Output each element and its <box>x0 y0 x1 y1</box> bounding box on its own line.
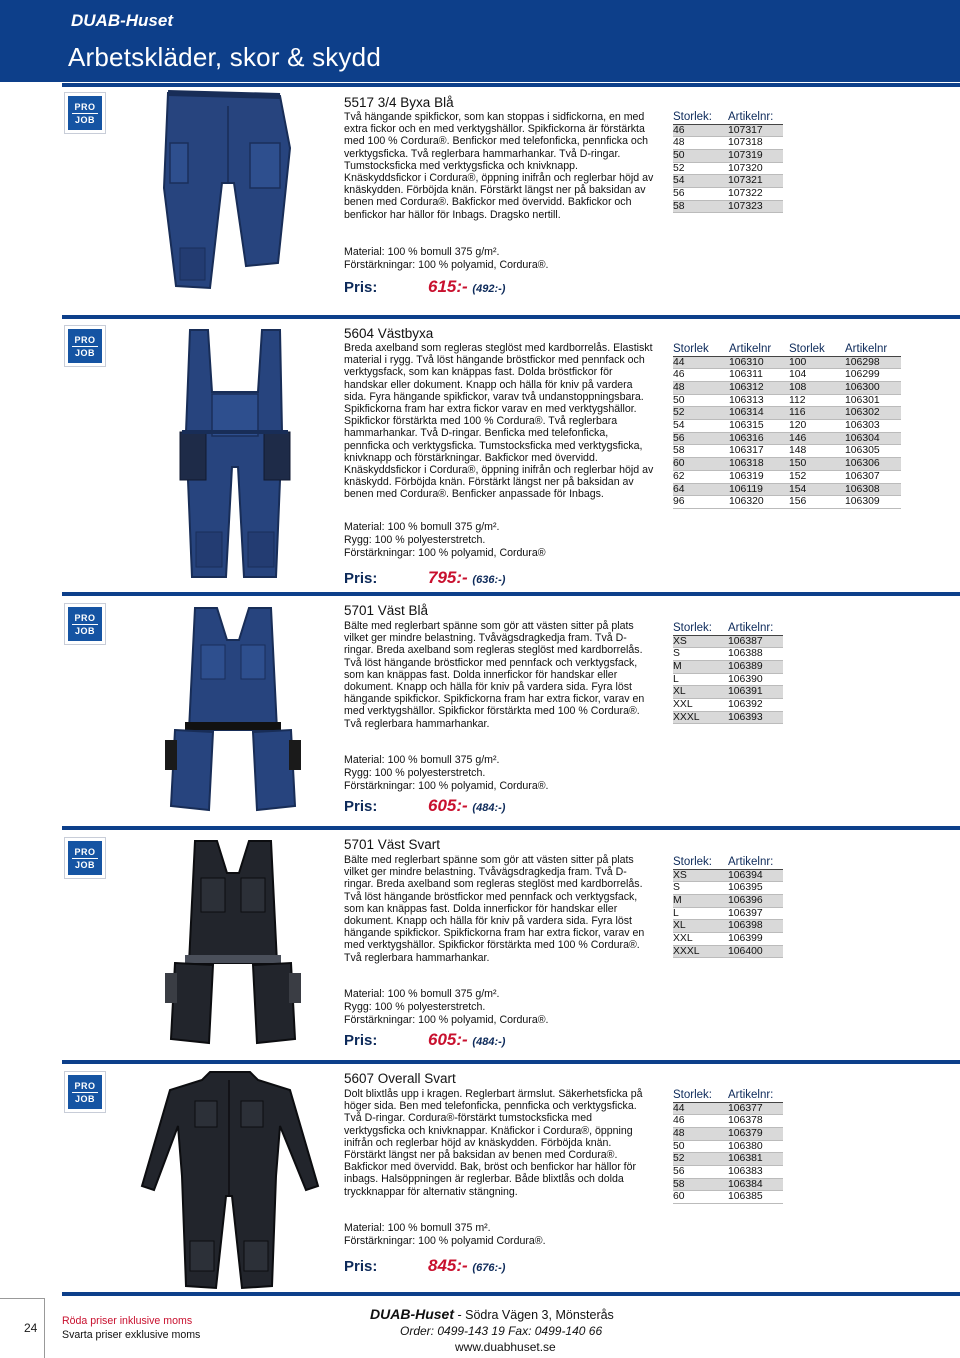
column-header: Storlek <box>789 343 845 356</box>
product-title: 5701 Väst Svart <box>344 837 441 852</box>
projob-logo: PRO JOB <box>64 325 106 367</box>
footer-website[interactable]: www.duabhuset.se <box>455 1340 556 1354</box>
column-header: Storlek: <box>673 856 728 869</box>
price-excl-vat: (484:-) <box>472 1036 506 1048</box>
price-excl-vat: (636:-) <box>472 574 506 586</box>
product-description: Breda axelband som regleras steglöst med kardborrelås. Elastiskt material i rygg. Två löst hängande bröstfickor med pennfack och verktygsfack, som kan knäppas fast. Dolda bröstfickor för handskar eller dokument. Knapp och hälla för kniv på vardera sida. Fyra hängande spikfickor, varav två undanstoppningsbara. Spikfickorna fram har extra fickor varav en med verktygshällor. Spikfickor förstärkta med 100 % Cordura®. Två reglerbara hammarhankar. Två D-ringar. Benficka med telefonficka, pennficka och verktygsficka. Tumstocksficka med verktygsficka, knivknapp och förstärkningar. Bakfickor med övervidd. Knäskyddsfickor i Cordura®, öppning inifrån och reglerbar höjd av knäskydd. Förböjda knän. Förstärkt längst ner på baksidan av benen med Cordura®. Benficker anpassade för Inbags. <box>344 342 654 501</box>
reinforcement-line: Förstärkningar: 100 % polyamid, Cordura®. <box>344 780 549 792</box>
vat-note-red: Röda priser inklusive moms <box>62 1315 193 1327</box>
section-divider <box>62 315 960 319</box>
table-row: 54 107321 <box>673 175 783 188</box>
product-title: 5607 Overall Svart <box>344 1071 456 1086</box>
table-row: 96 106320 156 106309 <box>673 496 901 509</box>
table-row: 46 106311 104 106299 <box>673 369 901 382</box>
page-number-box <box>0 1298 45 1358</box>
price <box>428 796 505 816</box>
projob-logo: PRO JOB <box>64 603 106 645</box>
reinforcement-line: Förstärkningar: 100 % polyamid, Cordura®. <box>344 259 549 271</box>
column-header: Artikelnr: <box>728 111 783 124</box>
product-title: 5604 Västbyxa <box>344 326 434 341</box>
section-divider <box>62 83 960 87</box>
column-header: Storlek <box>673 343 729 356</box>
table-row: 48 107318 <box>673 137 783 150</box>
product-description: Bälte med reglerbart spänne som gör att västen sitter på plats vilket ger mindre belastning. Tvåvägsdragkedja fram. Två D-ringar. Breda axelband som regleras steglöst med kardborrelås. Två löst hängande bröstfickor med pennfack och verktygsfack, som kan knäppas fast. Dolda innerfickor för handskar eller dokument. Knapp och hälla för kniv på vardera sida. Fyra löst hängande spikfickor. Spikfickorna fram har extra fickor, varav en med verktygshällor. Spikfickor förstärkta med 100 % Cordura®. Två reglerbara hammarhankar. <box>344 854 645 964</box>
product-title: 5701 Väst Blå <box>344 603 429 618</box>
price <box>428 1256 505 1276</box>
size-table <box>673 343 901 509</box>
page-title: Arbetskläder, skor & skydd <box>68 42 381 72</box>
table-row: 64 106119 154 106308 <box>673 483 901 496</box>
table-row: 44 106377 <box>673 1102 783 1115</box>
column-header: Artikelnr <box>845 343 901 356</box>
column-header: Artikelnr <box>729 343 789 356</box>
page-number: 24 <box>24 1321 38 1335</box>
table-row: 48 106312 108 106300 <box>673 381 901 394</box>
table-row: XXXL 106400 <box>673 945 783 958</box>
reinforcement-line: Förstärkningar: 100 % polyamid Cordura®. <box>344 1235 546 1247</box>
price-label: Pris: <box>344 279 378 296</box>
price-incl-vat: 605:- <box>428 796 468 815</box>
column-header: Storlek: <box>673 622 728 635</box>
section-divider <box>62 826 960 830</box>
table-row: 48 106379 <box>673 1127 783 1140</box>
column-header: Storlek: <box>673 111 728 124</box>
size-table <box>673 856 783 958</box>
material-line: Material: 100 % bomull 375 g/m². <box>344 521 500 533</box>
table-row: XS 106387 <box>673 635 783 648</box>
table-row: 52 106381 <box>673 1153 783 1166</box>
table-row: 46 107317 <box>673 124 783 137</box>
price-excl-vat: (676:-) <box>472 1262 506 1274</box>
header-bar <box>0 0 960 82</box>
section-divider <box>62 592 960 596</box>
vest-blue-image <box>145 600 320 820</box>
price <box>428 277 505 297</box>
material-line: Material: 100 % bomull 375 g/m². <box>344 988 500 1000</box>
brand-name: DUAB-Huset <box>71 11 173 30</box>
back-material-line: Rygg: 100 % polyesterstretch. <box>344 767 486 779</box>
price-excl-vat: (484:-) <box>472 802 506 814</box>
table-row: XXL 106399 <box>673 933 783 946</box>
product-description: Dolt blixtlås upp i kragen. Reglerbart ärmslut. Säkerhetsficka på höger sida. Ben med telefonficka, pennficka och verktygsficka. Två D-ringar. Cordura®-förstärkt tumstocksficka med verktygsficka och knivknappar. Knäfickor i Cordura®, öppning inifrån och reglerbar höjd av knäskydden. Förböjda knän. Förstärkt längst ner på baksidan av benen med Cordura®. Bakfickor med övervidd. Bak, bröst och benfickor har hällor för inbags. Halsöppningen är reglerbar. Både blixtlås och dolda tryckknappar för alternativ stängning. <box>344 1088 643 1198</box>
table-row: XXL 106392 <box>673 699 783 712</box>
pants-image <box>150 88 310 298</box>
table-row: M 106396 <box>673 894 783 907</box>
column-header: Artikelnr: <box>728 856 783 869</box>
table-row: XL 106398 <box>673 920 783 933</box>
product-description: Bälte med reglerbart spänne som gör att västen sitter på plats vilket ger mindre belastning. Tvåvägsdragkedja fram. Två D-ringar. Breda axelband som regleras steglöst med kardborrelås. Två löst hängande bröstfickor med pennfack och verktygsfack, som kan knäppas fast. Dolda innerfickor för handskar eller dokument. Knapp och hälla för kniv på vardera sida. Fyra löst hängande spikfickor. Spikfickorna fram har extra fickor, varav en med verktygshällor. Spikfickor förstärkta med 100 % Cordura®. Två reglerbara hammarhankar. <box>344 620 645 730</box>
vest-black-image <box>145 833 320 1053</box>
table-row: S 106395 <box>673 882 783 895</box>
table-row: XL 106391 <box>673 686 783 699</box>
price-incl-vat: 795:- <box>428 568 468 587</box>
table-row: 50 107319 <box>673 149 783 162</box>
size-table <box>673 111 783 213</box>
reinforcement-line: Förstärkningar: 100 % polyamid, Cordura®. <box>344 1014 549 1026</box>
table-row: S 106388 <box>673 648 783 661</box>
table-row: M 106389 <box>673 660 783 673</box>
back-material-line: Rygg: 100 % polyesterstretch. <box>344 534 486 546</box>
projob-logo: PRO JOB <box>64 92 106 134</box>
projob-logo: PRO JOB <box>64 837 106 879</box>
table-row: 56 107322 <box>673 188 783 201</box>
table-row: 54 106315 120 106303 <box>673 420 901 433</box>
size-table <box>673 1089 783 1204</box>
table-row: XS 106394 <box>673 869 783 882</box>
table-row: 46 106378 <box>673 1115 783 1128</box>
price-excl-vat: (492:-) <box>472 283 506 295</box>
reinforcement-line: Förstärkningar: 100 % polyamid, Cordura® <box>344 547 546 559</box>
column-header: Artikelnr: <box>728 1089 783 1102</box>
section-divider <box>62 1292 960 1296</box>
table-row: 52 107320 <box>673 162 783 175</box>
product-title: 5517 3/4 Byxa Blå <box>344 95 454 110</box>
vat-note-black: Svarta priser exklusive moms <box>62 1329 201 1341</box>
price-incl-vat: 845:- <box>428 1256 468 1275</box>
projob-logo: PRO JOB <box>64 1071 106 1113</box>
footer-contact: Order: 0499-143 19 Fax: 0499-140 66 <box>400 1324 603 1338</box>
table-row: 50 106380 <box>673 1140 783 1153</box>
table-row: L 106390 <box>673 673 783 686</box>
table-row: 62 106319 152 106307 <box>673 470 901 483</box>
bib-pants-image <box>160 322 310 584</box>
table-row: 44 106310 100 106298 <box>673 356 901 369</box>
column-header: Artikelnr: <box>728 622 783 635</box>
size-table <box>673 622 783 724</box>
footer-brand: DUAB-Huset <box>370 1306 454 1322</box>
price <box>428 568 505 588</box>
table-row: 58 107323 <box>673 200 783 213</box>
material-line: Material: 100 % bomull 375 g/m². <box>344 246 500 258</box>
footer-company <box>370 1306 650 1322</box>
back-material-line: Rygg: 100 % polyesterstretch. <box>344 1001 486 1013</box>
section-divider <box>62 1060 960 1064</box>
material-line: Material: 100 % bomull 375 m². <box>344 1222 491 1234</box>
price <box>428 1030 505 1050</box>
price-incl-vat: 605:- <box>428 1030 468 1049</box>
price-label: Pris: <box>344 1258 378 1275</box>
table-row: L 106397 <box>673 907 783 920</box>
table-row: 60 106318 150 106306 <box>673 458 901 471</box>
price-label: Pris: <box>344 570 378 587</box>
material-line: Material: 100 % bomull 375 g/m². <box>344 754 500 766</box>
column-header: Storlek: <box>673 1089 728 1102</box>
table-row: 58 106317 148 106305 <box>673 445 901 458</box>
table-row: 56 106316 146 106304 <box>673 432 901 445</box>
table-row: 52 106314 116 106302 <box>673 407 901 420</box>
price-label: Pris: <box>344 798 378 815</box>
product-description: Två hängande spikfickor, som kan stoppas i sidfickorna, en med extra fickor och en med verktygshällor. Spikfickorna är förstärkta med 100 % Cordura®. Benfickor med telefonficka, pennficka och verktygsficka. Två reglerbara hammarhankar. Två D-ringar. Tumstocksficka med verktygsficka och knivknapp. Knäskyddsfickor i Cordura®, öppning inifrån och reglerbar höjd av knäskydden. Förböjda knän. Förstärkt längst ner på baksidan av benen med Cordura®. Bakfickor med övervidd. Bakfickor och benfickor har hällor för Inbags. Dragsko nertill. <box>344 111 654 221</box>
table-row: XXXL 106393 <box>673 711 783 724</box>
footer-address: - Södra Vägen 3, Mönsterås <box>454 1308 614 1322</box>
table-row: 50 106313 112 106301 <box>673 394 901 407</box>
price-incl-vat: 615:- <box>428 277 468 296</box>
table-row: 56 106383 <box>673 1166 783 1179</box>
table-row: 60 106385 <box>673 1191 783 1204</box>
table-row: 58 106384 <box>673 1178 783 1191</box>
price-label: Pris: <box>344 1032 378 1049</box>
overall-black-image <box>140 1066 325 1291</box>
